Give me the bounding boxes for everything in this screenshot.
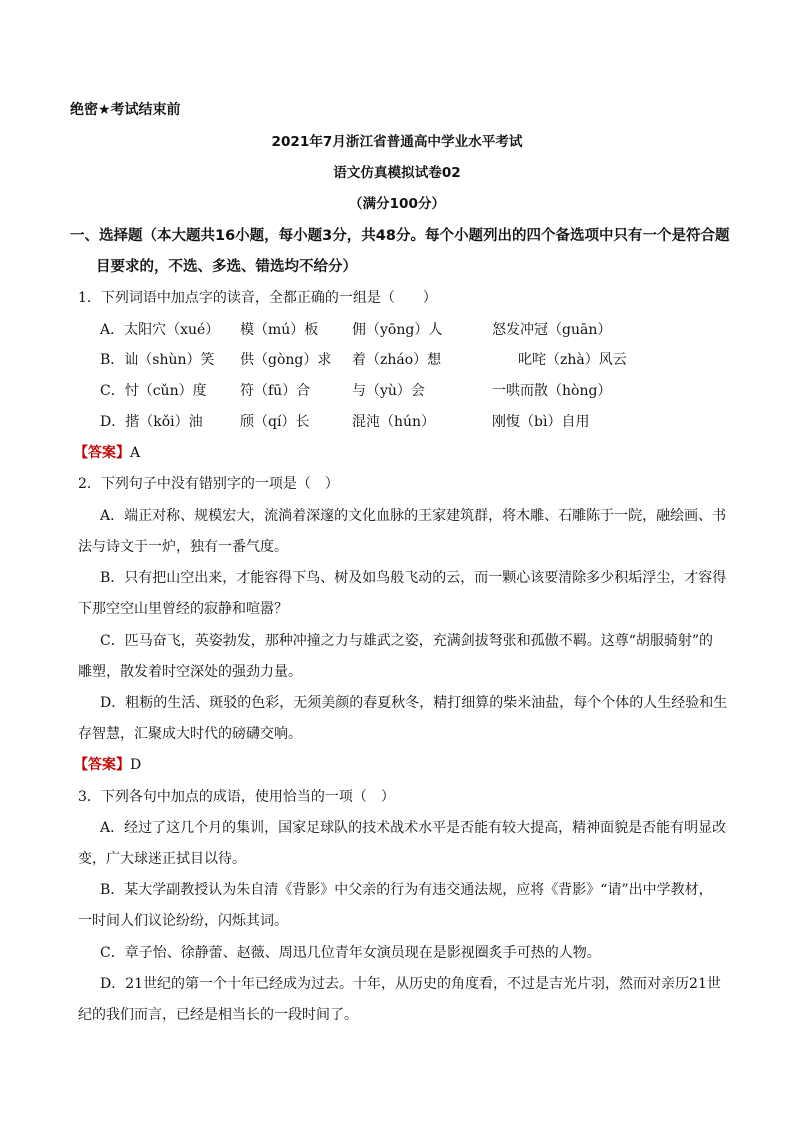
q2-option-a-line1: A．端正对称、规模宏大，流淌着深邃的文化血脉的王家建筑群，将木雕、石雕陈于一院，融绘画、书 <box>100 508 727 524</box>
section-heading-line1: 一、选择题（本大题共16小题，每小题3分，共48分。每个小题列出的四个备选项中只有一个是符合题 <box>70 228 730 244</box>
answer-value: D <box>130 757 142 773</box>
full-score: （满分100分） <box>348 196 446 212</box>
q1-stem: 1．下列词语中加点字的读音，全都正确的一组是（ ） <box>78 290 437 306</box>
q2-answer <box>74 755 141 775</box>
answer-value: A <box>130 445 141 461</box>
q2-option-c-line2: 雕塑，散发着时空深处的强劲力量。 <box>78 664 302 680</box>
q3-option-b-line2: 一时间人们议论纷纷，闪烁其词。 <box>78 913 288 929</box>
q1-option-a-3: 佣（yōng）人 <box>352 322 443 338</box>
q2-option-b-line1: B．只有把山空出来，才能容得下鸟、树及如鸟般飞动的云，而一颗心该要清除多少积垢浮尘，才容得 <box>100 570 727 586</box>
q3-option-d-line2: 纪的我们而言，已经是相当长的一段时间了。 <box>78 1007 358 1023</box>
q2-option-a-line2: 法与诗文于一炉，独有一番气度。 <box>78 539 288 555</box>
q1-option-b-2: 供（gòng）求 <box>240 352 332 368</box>
q1-option-c-4: 一哄而散（hòng） <box>492 383 612 399</box>
q1-option-b-1: B．讪（shùn）笑 <box>100 352 215 368</box>
exam-title: 2021年7月浙江省普通高中学业水平考试 <box>271 134 523 150</box>
q1-option-d-3: 混沌（hún） <box>352 414 436 430</box>
q1-option-a-4: 怒发冲冠（guān） <box>492 322 612 338</box>
answer-tag: 【答案】 <box>74 445 130 461</box>
q1-option-d-2: 颀（qí）长 <box>240 414 310 430</box>
q1-option-a-1: A．太阳穴（xué） <box>100 322 220 338</box>
q3-option-b-line1: B．某大学副教授认为朱自清《背影》中父亲的行为有违交通法规，应将《背影》“请”出中学教材， <box>100 882 713 898</box>
exam-subtitle: 语文仿真模拟试卷02 <box>333 165 461 181</box>
q1-option-c-3: 与（yù）会 <box>352 383 425 399</box>
q1-option-b-4: 叱咤（zhà）风云 <box>518 352 627 368</box>
q2-option-b-line2: 下那空空山里曾经的寂静和喧嚣？ <box>78 601 288 617</box>
q1-option-c-2: 符（fū）合 <box>240 383 311 399</box>
answer-tag: 【答案】 <box>74 757 130 773</box>
q1-answer <box>74 443 140 463</box>
q1-option-d-4: 刚愎（bì）自用 <box>492 414 590 430</box>
q1-option-a-2: 模（mú）板 <box>240 322 319 338</box>
q3-option-d-line1: D．21世纪的第一个十年已经成为过去。十年，从历史的角度看，不过是吉光片羽，然而对亲历21世 <box>100 976 721 992</box>
q3-option-a-line1: A．经过了这几个月的集训，国家足球队的技术战术水平是否能有较大提高，精神面貌是否能有明显改 <box>100 820 727 836</box>
confidential-mark: 绝密★考试结束前 <box>70 102 181 118</box>
q1-option-c-1: C．忖（cǔn）度 <box>100 383 207 399</box>
q3-option-c: C．章子怡、徐静蕾、赵薇、周迅几位青年女演员现在是影视圈炙手可热的人物。 <box>100 945 601 961</box>
q1-option-d-1: D．揩（kǒi）油 <box>100 414 203 430</box>
q2-option-c-line1: C．匹马奋飞，英姿勃发，那种冲撞之力与雄武之姿，充满剑拔弩张和孤傲不羁。这尊“胡服骑射”的 <box>100 633 714 649</box>
q2-stem: 2．下列句子中没有错别字的一项是（ ） <box>78 476 339 492</box>
q3-stem: 3．下列各句中加点的成语，使用恰当的一项（ ） <box>78 789 395 805</box>
q1-option-b-3: 着（zháo）想 <box>352 352 442 368</box>
q2-option-d-line1: D．粗粝的生活、斑驳的色彩，无须美颜的春夏秋冬，精打细算的柴米油盐，每个个体的人生经验和生 <box>100 695 728 711</box>
q3-option-a-line2: 变，广大球迷正拭目以待。 <box>78 851 246 867</box>
q2-option-d-line2: 存智慧，汇聚成大时代的磅礴交响。 <box>78 726 302 742</box>
section-heading-line2: 目要求的，不选、多选、错选均不给分） <box>96 259 357 275</box>
